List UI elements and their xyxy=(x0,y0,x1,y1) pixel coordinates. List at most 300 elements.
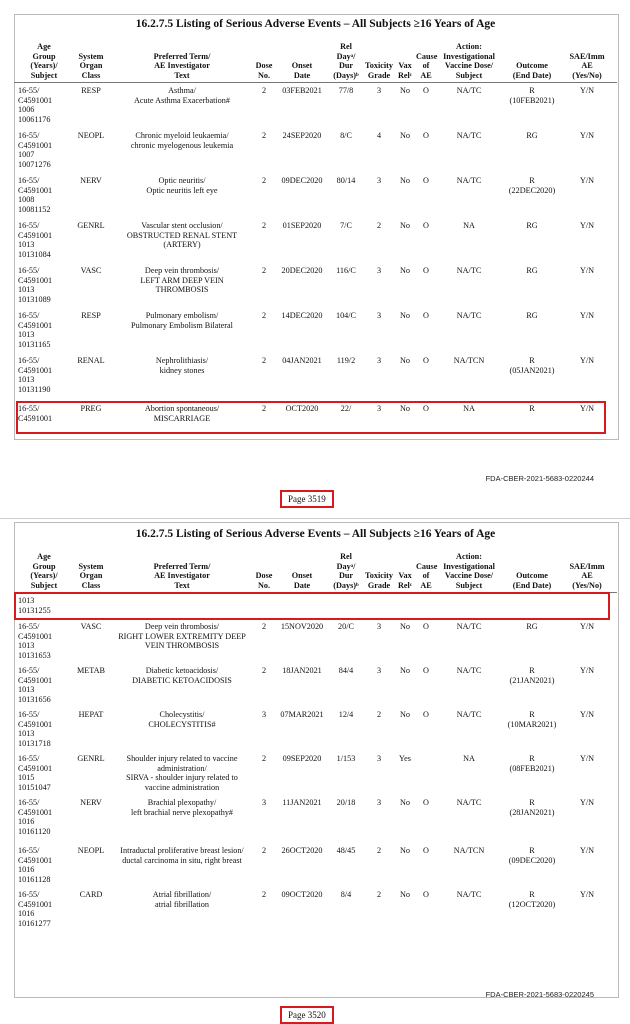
cell-onset: 15NOV2020 xyxy=(280,622,324,631)
cell-line: (21JAN2021) xyxy=(509,675,555,685)
cell-pt xyxy=(112,356,252,375)
header-onset xyxy=(276,544,328,590)
cell-pt xyxy=(112,754,252,792)
header-line: Toxicity xyxy=(365,571,393,580)
cell-onset: 26OCT2020 xyxy=(281,846,323,855)
header-line: of xyxy=(422,61,430,70)
cell-line: 1016 xyxy=(18,865,35,874)
cell-line: Atrial fibrillation/ xyxy=(152,890,212,899)
header-line: Preferred Term/ xyxy=(153,561,211,571)
cell-pt xyxy=(112,666,252,685)
cell-vax: Yes xyxy=(399,754,411,763)
header-line: No. xyxy=(257,580,271,590)
header-line: Text xyxy=(174,580,190,590)
cell-line: 1013 xyxy=(18,330,35,339)
header-age xyxy=(18,34,70,80)
cell-rel: 20/C xyxy=(338,622,354,631)
cell-line: vaccine administration xyxy=(144,782,220,792)
cell-line: Diabetic ketoacidosis/ xyxy=(145,666,219,675)
header-line: Cause xyxy=(416,561,438,571)
cell-line: SIRVA - shoulder injury related to xyxy=(126,773,238,782)
cell-action: NA/TC xyxy=(456,710,482,719)
cell-line: MISCARRIAGE xyxy=(153,413,211,423)
header-line: AE xyxy=(420,70,432,80)
cell-line: 1015 xyxy=(18,773,35,782)
cell-tox: 3 xyxy=(376,754,382,763)
cell-sae: Y/N xyxy=(579,221,595,230)
header-line: Vaccine Dose/ xyxy=(444,61,494,70)
cell-line: (09DEC2020) xyxy=(508,855,556,865)
cell-pt xyxy=(112,890,252,909)
cell-outcome xyxy=(502,666,562,685)
cell-pt xyxy=(112,131,252,150)
cell-line: Acute Asthma Exacerbation# xyxy=(134,95,230,105)
cell-dose: 2 xyxy=(261,131,267,140)
cell-line: Optic neuritis/ xyxy=(158,176,206,185)
header-action xyxy=(436,34,502,80)
cell-line: (12OCT2020) xyxy=(508,899,556,909)
header-vax xyxy=(394,544,416,590)
cell-dose: 2 xyxy=(261,666,267,675)
header-line: SAE/Imm xyxy=(569,51,605,61)
cell-onset: 09SEP2020 xyxy=(282,754,322,763)
cell-line: RG xyxy=(526,622,538,631)
cell-line: 1008 xyxy=(18,195,35,204)
cell-outcome xyxy=(502,710,562,729)
cell-vax: No xyxy=(399,131,410,140)
cell-line: Deep vein thrombosis/ xyxy=(144,622,220,631)
cell-action: NA/TC xyxy=(456,798,482,807)
header-line: AE xyxy=(581,61,593,70)
cell-line: VEIN THROMBOSIS xyxy=(144,641,220,650)
cell-cause: O xyxy=(423,221,429,230)
cell-tox: 4 xyxy=(376,131,382,140)
cell-action: NA/TC xyxy=(456,890,482,899)
cell-line: (ARTERY) xyxy=(163,240,201,249)
cell-line: 10131190 xyxy=(18,384,51,394)
header-line: Organ xyxy=(79,571,103,580)
header-line: (End Date) xyxy=(512,70,552,80)
cell-onset: 03FEB2021 xyxy=(282,86,322,95)
header-line: AE Investigator xyxy=(154,571,210,580)
cell-line: Brachial plexopathy/ xyxy=(147,798,217,807)
cell-action: NA/TC xyxy=(456,266,482,275)
cell-line: C4591001 xyxy=(18,719,53,729)
page-divider xyxy=(0,518,630,519)
cell-line: 16-55/ xyxy=(18,311,40,320)
cell-line: 1013 xyxy=(18,240,35,249)
cell-cause: O xyxy=(423,311,429,320)
header-line: Text xyxy=(174,70,190,80)
header-line: Action: xyxy=(456,42,482,51)
cell-outcome xyxy=(502,622,562,632)
cell-dose: 2 xyxy=(261,622,267,631)
cell-cause: O xyxy=(423,666,429,675)
cell-soc: GENRL xyxy=(77,221,105,230)
carryover-line: 10131255 xyxy=(18,605,51,615)
header-line: Vax xyxy=(398,571,412,580)
cell-rel: 84/4 xyxy=(338,666,354,675)
cell-subj xyxy=(18,131,70,169)
cell-pt xyxy=(112,311,252,330)
cell-soc: HEPAT xyxy=(78,710,104,719)
cell-pt xyxy=(112,266,252,295)
cell-line: C4591001 xyxy=(18,365,53,375)
cell-action: NA/TC xyxy=(456,311,482,320)
cell-rel: 77/8 xyxy=(338,86,354,95)
header-line: (Days)ᵇ xyxy=(333,70,359,80)
cell-line: R xyxy=(529,846,535,855)
header-rel xyxy=(328,34,364,80)
cell-action: NA/TC xyxy=(456,131,482,140)
header-line: Outcome xyxy=(516,571,548,580)
cell-vax: No xyxy=(399,846,410,855)
cell-line: 10131653 xyxy=(18,650,51,660)
header-line: Cause xyxy=(416,51,438,61)
cell-line: (10MAR2021) xyxy=(507,719,557,729)
cell-line: 1013 xyxy=(18,685,35,694)
cell-line: 16-55/ xyxy=(18,176,40,185)
cell-line: 10131656 xyxy=(18,694,51,704)
cell-outcome xyxy=(502,221,562,231)
cell-action: NA xyxy=(463,404,475,413)
cell-dose: 2 xyxy=(261,404,267,413)
cell-line: 16-55/ xyxy=(18,710,40,719)
cell-sae: Y/N xyxy=(579,131,595,140)
cell-line: 16-55/ xyxy=(18,404,40,413)
listing-title: 16.2.7.5 Listing of Serious Adverse Events – All Subjects ≥16 Years of Age xyxy=(135,18,496,30)
header-line: Action: xyxy=(456,552,482,561)
cell-line: 16-55/ xyxy=(18,846,40,855)
header-line: Rel xyxy=(340,42,352,51)
cell-dose: 2 xyxy=(261,754,267,763)
cell-pt xyxy=(112,710,252,729)
header-line: Investigational xyxy=(443,561,495,571)
header-line: System xyxy=(78,561,104,571)
cell-pt xyxy=(112,176,252,195)
cell-line: C4591001 xyxy=(18,855,53,865)
cell-pt xyxy=(112,846,252,865)
cell-line: 10071276 xyxy=(18,159,51,169)
header-line: Dayᵃ/ xyxy=(336,561,356,571)
cell-sae: Y/N xyxy=(579,176,595,185)
header-line: (End Date) xyxy=(512,580,552,590)
cell-outcome xyxy=(502,890,562,909)
header-line: Age xyxy=(37,42,51,51)
cell-onset: 20DEC2020 xyxy=(281,266,323,275)
cell-pt xyxy=(112,86,252,105)
page-number: Page 3519 xyxy=(280,490,334,508)
cell-line: 10061176 xyxy=(18,114,51,124)
cell-dose: 2 xyxy=(261,311,267,320)
cell-tox: 3 xyxy=(376,176,382,185)
cell-line: 10161277 xyxy=(18,918,51,928)
header-line: Relᶜ xyxy=(398,580,412,590)
cell-tox: 3 xyxy=(376,404,382,413)
header-line: Dur xyxy=(338,61,354,70)
cell-vax: No xyxy=(399,356,410,365)
cell-vax: No xyxy=(399,890,410,899)
header-line: (Years)/ xyxy=(30,61,58,70)
header-outcome xyxy=(502,544,562,590)
cell-tox: 2 xyxy=(376,221,382,230)
cell-line: DIABETIC KETOACIDOSIS xyxy=(132,675,232,685)
cell-rel: 8/C xyxy=(340,131,352,140)
header-sae xyxy=(562,34,612,80)
document-reference: FDA-CBER-2021-5683-0220244 xyxy=(485,474,594,483)
cell-line: Optic neuritis left eye xyxy=(146,185,218,195)
cell-line: 10131165 xyxy=(18,339,51,349)
cell-line: (22DEC2020) xyxy=(508,185,556,195)
cell-line: C4591001 xyxy=(18,185,53,195)
cell-cause: O xyxy=(423,356,429,365)
cell-line: RG xyxy=(526,221,538,230)
cell-line: left brachial nerve plexopathy# xyxy=(130,807,234,817)
cell-rel: 22/ xyxy=(340,404,352,413)
cell-outcome xyxy=(502,266,562,276)
cell-sae: Y/N xyxy=(579,846,595,855)
highlight-box-last-row xyxy=(16,401,606,434)
cell-dose: 2 xyxy=(261,356,267,365)
cell-soc: NERV xyxy=(80,176,102,185)
cell-line: kidney stones xyxy=(159,365,205,375)
header-line: Relᶜ xyxy=(398,70,412,80)
cell-line: Shoulder injury related to vaccine xyxy=(126,754,238,763)
cell-action: NA/TC xyxy=(456,176,482,185)
cell-dose: 2 xyxy=(261,176,267,185)
cell-soc: RESP xyxy=(81,86,101,95)
cell-dose: 2 xyxy=(261,266,267,275)
cell-line: 16-55/ xyxy=(18,890,40,899)
header-line: AE xyxy=(420,580,432,590)
cell-cause: O xyxy=(423,266,429,275)
cell-outcome xyxy=(502,176,562,195)
cell-dose: 2 xyxy=(261,846,267,855)
cell-line: 10131089 xyxy=(18,294,51,304)
header-line: Dose xyxy=(255,571,273,580)
cell-line: C4591001 xyxy=(18,140,53,150)
header-line: Onset xyxy=(291,571,313,580)
cell-cause: O xyxy=(423,176,429,185)
header-tox xyxy=(364,34,394,80)
cell-cause: O xyxy=(423,131,429,140)
cell-line: C4591001 xyxy=(18,807,53,817)
cell-tox: 3 xyxy=(376,266,382,275)
cell-onset: OCT2020 xyxy=(285,404,319,413)
cell-line: C4591001 xyxy=(18,320,53,330)
cell-onset: 18JAN2021 xyxy=(282,666,322,675)
cell-soc: NERV xyxy=(80,798,102,807)
cell-cause: O xyxy=(423,404,429,413)
header-line: Rel xyxy=(340,552,352,561)
header-dose xyxy=(252,544,276,590)
header-line: System xyxy=(78,51,104,61)
header-line: Group xyxy=(32,561,56,571)
cell-action: NA/TCN xyxy=(453,356,485,365)
cell-tox: 3 xyxy=(376,356,382,365)
header-line: AE xyxy=(581,571,593,580)
cell-rel: 12/4 xyxy=(338,710,354,719)
cell-action: NA/TC xyxy=(456,666,482,675)
highlight-box-carryover xyxy=(14,592,610,620)
cell-action: NA/TC xyxy=(456,622,482,631)
cell-soc: RENAL xyxy=(77,356,105,365)
cell-rel: 1/153 xyxy=(336,754,356,763)
header-rel xyxy=(328,544,364,590)
cell-dose: 2 xyxy=(261,221,267,230)
header-line: Subject xyxy=(30,70,58,80)
cell-action: NA xyxy=(463,221,475,230)
cell-subj xyxy=(18,221,70,259)
cell-line: Intraductal proliferative breast lesion/ xyxy=(120,846,244,855)
cell-outcome xyxy=(502,846,562,865)
cell-line: Pulmonary Embolism Bilateral xyxy=(131,320,233,330)
cell-cause: O xyxy=(423,710,429,719)
header-line: SAE/Imm xyxy=(569,561,605,571)
header-line: Date xyxy=(293,580,311,590)
header-action xyxy=(436,544,502,590)
cell-rel: 104/C xyxy=(335,311,357,320)
cell-subj xyxy=(18,666,70,704)
cell-line: (08FEB2021) xyxy=(509,763,555,773)
cell-line: 1016 xyxy=(18,817,35,826)
cell-line: 10131084 xyxy=(18,249,51,259)
header-tox xyxy=(364,544,394,590)
header-line: Subject xyxy=(455,70,483,80)
cell-line: 1013 xyxy=(18,641,35,650)
cell-line: (10FEB2021) xyxy=(509,95,555,105)
header-line: (Yes/No) xyxy=(572,580,602,590)
cell-dose: 2 xyxy=(261,86,267,95)
header-pt xyxy=(112,34,252,80)
cell-onset: 24SEP2020 xyxy=(282,131,322,140)
cell-subj xyxy=(18,710,70,748)
cell-line: C4591001 xyxy=(18,631,53,641)
cell-outcome xyxy=(502,311,562,321)
header-line: Organ xyxy=(79,61,103,70)
cell-outcome xyxy=(502,86,562,105)
document-reference: FDA-CBER-2021-5683-0220245 xyxy=(485,990,594,999)
header-line: Vaccine Dose/ xyxy=(444,571,494,580)
header-line: (Years)/ xyxy=(30,571,58,580)
cell-line: ductal carcinoma in situ, right breast xyxy=(122,855,242,865)
cell-vax: No xyxy=(399,798,410,807)
cell-line: 1013 xyxy=(18,285,35,294)
header-soc xyxy=(70,34,112,80)
cell-dose: 3 xyxy=(261,798,267,807)
cell-line: administration/ xyxy=(157,763,207,773)
cell-onset: 14DEC2020 xyxy=(281,311,323,320)
cell-line: 1013 xyxy=(18,729,35,738)
header-onset xyxy=(276,34,328,80)
cell-cause: O xyxy=(423,86,429,95)
cell-onset: 09DEC2020 xyxy=(281,176,323,185)
cell-cause: O xyxy=(423,798,429,807)
header-line: Dur xyxy=(338,571,354,580)
cell-rel: 119/2 xyxy=(336,356,356,365)
header-line: No. xyxy=(257,70,271,80)
cell-action: NA/TCN xyxy=(453,846,485,855)
cell-sae: Y/N xyxy=(579,404,595,413)
cell-pt xyxy=(112,622,252,651)
cell-outcome xyxy=(502,131,562,141)
header-cause xyxy=(416,34,436,80)
cell-line: 1016 xyxy=(18,909,35,918)
cell-subj xyxy=(18,798,70,836)
cell-subj xyxy=(18,356,70,394)
cell-line: 16-55/ xyxy=(18,86,40,95)
header-line: Subject xyxy=(455,580,483,590)
cell-subj xyxy=(18,266,70,304)
cell-line: OBSTRUCTED RENAL STENT xyxy=(126,230,238,240)
cell-tox: 3 xyxy=(376,311,382,320)
cell-subj xyxy=(18,86,70,124)
cell-line: R xyxy=(529,86,535,95)
cell-line: R xyxy=(529,710,535,719)
cell-line: RG xyxy=(526,131,538,140)
document-page-3520 xyxy=(0,520,630,1024)
header-line: AE Investigator xyxy=(154,61,210,70)
cell-line: 16-55/ xyxy=(18,131,40,140)
header-sae xyxy=(562,544,612,590)
cell-line: RG xyxy=(526,266,538,275)
cell-soc: VASC xyxy=(80,622,102,631)
page-number: Page 3520 xyxy=(280,1006,334,1024)
header-line: Dose xyxy=(255,61,273,70)
header-line: Grade xyxy=(367,580,391,590)
cell-line: 1013 xyxy=(18,375,35,384)
header-line: Toxicity xyxy=(365,61,393,70)
cell-line: Asthma/ xyxy=(168,86,196,95)
cell-line: RG xyxy=(526,311,538,320)
header-line: Age xyxy=(37,552,51,561)
cell-soc: NEOPL xyxy=(77,846,105,855)
cell-pt xyxy=(112,221,252,250)
header-line: Preferred Term/ xyxy=(153,51,211,61)
header-vax xyxy=(394,34,416,80)
header-line: (Days)ᵇ xyxy=(333,580,359,590)
cell-line: 10131718 xyxy=(18,738,51,748)
cell-line: Nephrolithiasis/ xyxy=(155,356,209,365)
cell-cause: O xyxy=(423,846,429,855)
cell-soc: GENRL xyxy=(77,754,105,763)
cell-sae: Y/N xyxy=(579,356,595,365)
cell-subj xyxy=(18,754,70,792)
cell-sae: Y/N xyxy=(579,666,595,675)
header-line: Subject xyxy=(30,580,58,590)
header-line: Dayᵃ/ xyxy=(336,51,356,61)
cell-action: NA/TC xyxy=(456,86,482,95)
cell-line: atrial fibrillation xyxy=(155,899,209,909)
header-line: (Yes/No) xyxy=(572,70,602,80)
cell-line: 16-55/ xyxy=(18,356,40,365)
cell-soc: METAB xyxy=(77,666,105,675)
cell-soc: NEOPL xyxy=(77,131,105,140)
cell-outcome xyxy=(502,356,562,375)
cell-sae: Y/N xyxy=(579,86,595,95)
cell-tox: 3 xyxy=(376,86,382,95)
header-rule xyxy=(14,82,617,83)
cell-sae: Y/N xyxy=(579,798,595,807)
cell-line: THROMBOSIS xyxy=(155,285,209,294)
cell-sae: Y/N xyxy=(579,266,595,275)
cell-line: R xyxy=(529,356,535,365)
listing-title: 16.2.7.5 Listing of Serious Adverse Events – All Subjects ≥16 Years of Age xyxy=(135,528,496,540)
header-dose xyxy=(252,34,276,80)
cell-line: (05JAN2021) xyxy=(509,365,555,375)
cell-line: R xyxy=(529,754,535,763)
cell-line: 1006 xyxy=(18,105,35,114)
